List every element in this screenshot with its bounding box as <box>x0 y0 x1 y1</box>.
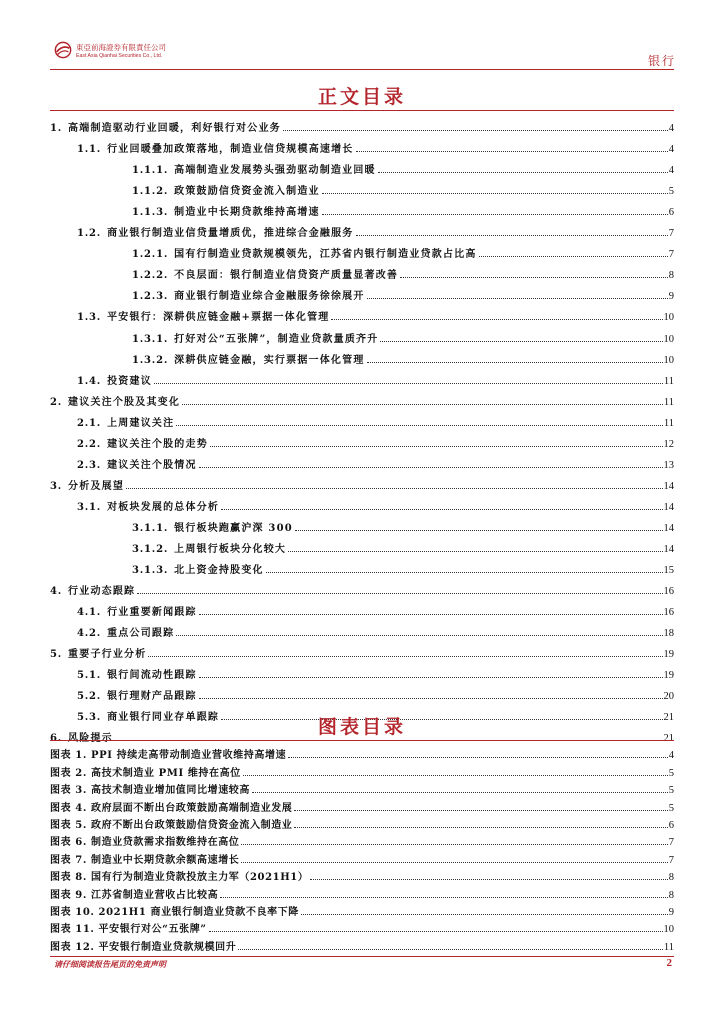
toc-entry-number: 1.1.3. <box>132 207 169 219</box>
toc-entry-page: 13 <box>663 459 674 471</box>
toc-entry-page: 4 <box>668 144 674 156</box>
toc-entry[interactable] <box>50 660 674 681</box>
toc-entry[interactable] <box>50 239 674 260</box>
toc-entry-page: 5 <box>668 186 674 198</box>
dot-leader <box>182 404 663 405</box>
figure-entry[interactable] <box>50 796 674 813</box>
dot-leader <box>479 256 668 257</box>
figure-entry-title: 图表 10. 2021H1 商业银行制造业贷款不良率下降 <box>50 906 299 918</box>
toc-entry-number: 4.1. <box>77 607 102 619</box>
toc-entry[interactable] <box>50 576 674 597</box>
toc-entry-number: 6. <box>50 733 63 745</box>
footer-divider <box>50 956 674 957</box>
toc-entry-number: 1.4. <box>77 375 102 387</box>
toc-entry-page: 21 <box>663 733 674 745</box>
figure-entry-page: 5 <box>668 767 674 779</box>
toc-title-divider <box>50 110 674 111</box>
figure-entry[interactable] <box>50 918 674 935</box>
figure-entry[interactable] <box>50 901 674 918</box>
toc-entry[interactable] <box>50 597 674 618</box>
toc-entry-title: 重要子行业分析 <box>68 649 147 661</box>
dot-leader <box>199 614 663 615</box>
figure-entry[interactable] <box>50 866 674 883</box>
toc-entry-page: 7 <box>668 228 674 240</box>
toc-entry-number: 4.2. <box>77 628 102 640</box>
toc-entry-number: 5.1. <box>77 670 102 682</box>
toc-entry-title: 行业动态跟踪 <box>68 586 136 598</box>
toc-entry[interactable] <box>50 555 674 576</box>
figure-entry-title: 图表 6. 制造业贷款需求指数维持在高位 <box>50 837 240 849</box>
toc-entry-page: 4 <box>668 165 674 177</box>
toc-entry[interactable] <box>50 155 674 176</box>
toc-entry-title: 政策鼓励信贷资金流入制造业 <box>174 186 320 198</box>
dot-leader <box>199 467 663 468</box>
dot-leader <box>241 844 667 845</box>
toc-title: 正文目录 <box>317 86 406 108</box>
toc-entry[interactable] <box>50 176 674 197</box>
toc-entry-number: 5.2. <box>77 691 102 703</box>
toc-entry-page: 14 <box>663 522 674 534</box>
toc-entry-page: 16 <box>663 607 674 619</box>
figure-entry-page: 8 <box>668 889 674 901</box>
toc-entry-title: 深耕供应链金融，实行票据一体化管理 <box>174 354 365 366</box>
toc-entry-page: 19 <box>663 670 674 682</box>
toc-entry-number: 3.1. <box>77 501 102 513</box>
toc-entry[interactable] <box>50 639 674 660</box>
dot-leader <box>241 862 667 863</box>
figure-entry-page: 4 <box>668 750 674 762</box>
dot-leader <box>199 677 663 678</box>
figure-entry[interactable] <box>50 883 674 900</box>
toc-entry-title: 风险提示 <box>68 733 113 745</box>
toc-entry[interactable] <box>50 450 674 471</box>
toc-entry-number: 4. <box>50 586 63 598</box>
dot-leader <box>322 193 668 194</box>
toc-entry-title: 高端制造业发展势头强劲驱动制造业回暖 <box>174 165 376 177</box>
figure-entry-page: 5 <box>668 802 674 814</box>
toc-entry-page: 21 <box>663 712 674 724</box>
dot-leader <box>288 551 662 552</box>
toc-entry-title: 分析及展望 <box>68 480 125 492</box>
dot-leader <box>243 775 668 776</box>
toc-entry-number: 2. <box>50 396 63 408</box>
toc-entry-page: 8 <box>668 270 674 282</box>
toc-entry-page: 9 <box>668 291 674 303</box>
company-name-cn: 東亞前海證券有限責任公司 <box>76 43 166 52</box>
dot-leader <box>322 214 668 215</box>
toc-entry-title: 银行板块跑赢沪深 300 <box>174 522 293 534</box>
figure-entry[interactable] <box>50 814 674 831</box>
toc-entry-page: 20 <box>663 691 674 703</box>
toc-entry-title: 商业银行制造业综合金融服务徐徐展开 <box>174 291 365 303</box>
figure-entry[interactable] <box>50 761 674 778</box>
toc-entry-number: 1.2.3. <box>132 291 169 303</box>
dot-leader <box>221 509 662 510</box>
dot-leader <box>400 277 668 278</box>
toc-entry-number: 2.2. <box>77 438 102 450</box>
toc-entry-number: 1.2.2. <box>132 270 169 282</box>
toc-entry[interactable] <box>50 492 674 513</box>
toc-entry[interactable] <box>50 618 674 639</box>
figure-entry-title: 图表 12. 平安银行制造业贷款规模回升 <box>50 941 237 953</box>
toc-entry-number: 3.1.1. <box>132 522 169 534</box>
toc-entry-title: 制造业中长期贷款维持高增速 <box>174 207 320 219</box>
toc-entry-title: 行业回暖叠加政策落地，制造业信贷规模高速增长 <box>107 144 354 156</box>
toc-entry[interactable] <box>50 387 674 408</box>
dot-leader <box>356 235 668 236</box>
toc-entry-page: 14 <box>663 501 674 513</box>
dot-leader <box>199 698 663 699</box>
toc-entry-page: 11 <box>663 375 674 387</box>
dot-leader <box>266 572 663 573</box>
figure-entry[interactable] <box>50 744 674 761</box>
dot-leader <box>283 130 668 131</box>
figure-entry-title: 图表 9. 江苏省制造业营收占比较高 <box>50 889 219 901</box>
figure-entry-page: 7 <box>668 837 674 849</box>
toc-entry-page: 11 <box>663 417 674 429</box>
figure-entry[interactable] <box>50 935 674 952</box>
industry-label: 银行 <box>647 54 676 68</box>
toc-entry-number: 3.1.3. <box>132 565 169 577</box>
figure-entry-title: 图表 3. 高技术制造业增加值同比增速较高 <box>50 785 251 797</box>
dot-leader <box>367 362 663 363</box>
toc-entry-title: 投资建议 <box>107 375 152 387</box>
dot-leader <box>294 810 667 811</box>
dot-leader <box>238 949 663 950</box>
toc-entry-page: 19 <box>663 649 674 661</box>
toc-entry-title: 平安银行：深耕供应链金融+票据一体化管理 <box>107 312 330 324</box>
figure-entry[interactable] <box>50 779 674 796</box>
toc-entry[interactable] <box>50 408 674 429</box>
toc-entry[interactable] <box>50 281 674 302</box>
toc-entry[interactable] <box>50 429 674 450</box>
toc-entry-title: 重点公司跟踪 <box>107 628 175 640</box>
toc-entry[interactable] <box>50 260 674 281</box>
figure-entry-title: 图表 5. 政府不断出台政策鼓励信贷资金流入制造业 <box>50 819 293 831</box>
company-logo-icon <box>54 41 72 59</box>
figure-entry-title: 图表 1. PPI 持续走高带动制造业营收维持高增速 <box>50 750 287 762</box>
toc-entry-title: 商业银行制造业信贷量增质优，推进综合金融服务 <box>107 228 354 240</box>
toc-entry[interactable] <box>50 323 674 344</box>
figure-entry[interactable] <box>50 831 674 848</box>
toc-entry-number: 1.3.2. <box>132 354 169 366</box>
toc-entry-number: 1.2.1. <box>132 249 169 261</box>
toc-entry[interactable] <box>50 113 674 134</box>
dot-leader <box>294 827 667 828</box>
page-header <box>0 0 724 76</box>
toc-entry[interactable] <box>50 134 674 155</box>
dot-leader <box>176 425 663 426</box>
toc-entry-page: 16 <box>663 586 674 598</box>
toc-entry-page: 18 <box>663 628 674 640</box>
toc-entry-page: 10 <box>663 354 674 366</box>
figure-entry-page: 7 <box>668 854 674 866</box>
toc-entry-number: 5. <box>50 649 63 661</box>
dot-leader <box>154 383 663 384</box>
toc-entry[interactable] <box>50 302 674 323</box>
dot-leader <box>310 879 667 880</box>
toc-entry[interactable] <box>50 681 674 702</box>
toc-entry-page: 15 <box>663 565 674 577</box>
dot-leader <box>176 635 662 636</box>
toc-entry-page: 14 <box>663 543 674 555</box>
dot-leader <box>220 897 668 898</box>
dot-leader <box>137 593 662 594</box>
figure-entry-page: 5 <box>668 785 674 797</box>
figure-entry-title: 图表 4. 政府层面不断出台政策鼓励高端制造业发展 <box>50 802 293 814</box>
toc-entry-title: 打好对公“五张牌”，制造业贷款量质齐升 <box>174 333 379 345</box>
toc-entry-title: 建议关注个股的走势 <box>107 438 208 450</box>
toc-entry-page: 12 <box>663 438 674 450</box>
dot-leader <box>148 656 662 657</box>
toc-entry-page: 11 <box>663 396 674 408</box>
toc-entry-title: 银行间流动性跟踪 <box>107 670 197 682</box>
toc-entry-number: 1.3.1. <box>132 333 169 345</box>
toc-entry-title: 上周银行板块分化较大 <box>174 543 287 555</box>
toc-entry-number: 1.1. <box>77 144 102 156</box>
toc-entry-page: 7 <box>668 249 674 261</box>
figure-entry-title: 图表 11. 平安银行对公“五张牌” <box>50 924 207 936</box>
figure-entry-title: 图表 7. 制造业中长期贷款余额高速增长 <box>50 854 240 866</box>
dot-leader <box>301 914 668 915</box>
toc-entry[interactable] <box>50 513 674 534</box>
toc-entry-page: 10 <box>663 333 674 345</box>
toc-entry-title: 不良层面：银行制造业信贷资产质量显著改善 <box>174 270 399 282</box>
toc-entry-title: 北上资金持股变化 <box>174 565 264 577</box>
toc-entry-number: 1. <box>50 123 63 135</box>
toc-entry-page: 6 <box>668 207 674 219</box>
header-divider <box>50 69 674 70</box>
toc-entry[interactable] <box>50 366 674 387</box>
figure-entry-page: 8 <box>668 872 674 884</box>
toc-entry-title: 银行理财产品跟踪 <box>107 691 197 703</box>
toc-entry-title: 行业重要新闻跟踪 <box>107 607 197 619</box>
toc-entry[interactable] <box>50 345 674 366</box>
toc-entry-number: 2.1. <box>77 417 102 429</box>
dot-leader <box>295 530 663 531</box>
dot-leader <box>367 298 668 299</box>
toc-entry[interactable] <box>50 197 674 218</box>
dot-leader <box>209 931 663 932</box>
toc-entry[interactable] <box>50 218 674 239</box>
figure-entry-page: 10 <box>663 924 674 936</box>
toc-entry-title: 商业银行同业存单跟踪 <box>107 712 220 724</box>
toc-entry-title: 对板块发展的总体分析 <box>107 501 220 513</box>
list-of-figures <box>50 744 674 953</box>
toc-entry[interactable] <box>50 534 674 555</box>
figure-entry-page: 11 <box>663 941 674 953</box>
figure-entry-title: 图表 8. 国有行为制造业贷款投放主力军（2021H1） <box>50 872 309 884</box>
toc-entry-number: 1.2. <box>77 228 102 240</box>
toc-entry-page: 14 <box>663 480 674 492</box>
dot-leader <box>210 446 663 447</box>
footer-disclaimer: 请仔细阅读报告尾页的免责声明 <box>54 960 166 969</box>
dot-leader <box>331 319 662 320</box>
dot-leader <box>378 172 668 173</box>
dot-leader <box>126 488 662 489</box>
company-name-en: East Asia Qianhai Securities Co., Ltd. <box>76 53 163 59</box>
dot-leader <box>380 341 662 342</box>
figure-entry-title: 图表 2. 高技术制造业 PMI 维持在高位 <box>50 767 241 779</box>
toc-entry-number: 3.1.2. <box>132 543 169 555</box>
toc-entry-title: 建议关注个股情况 <box>107 459 197 471</box>
figure-entry[interactable] <box>50 848 674 865</box>
toc-entry-number: 3. <box>50 480 63 492</box>
toc-entry-page: 4 <box>668 123 674 135</box>
toc-entry-title: 建议关注个股及其变化 <box>68 396 181 408</box>
figure-entry-page: 6 <box>668 819 674 831</box>
figures-title: 图表目录 <box>317 716 406 738</box>
toc-entry-page: 10 <box>663 312 674 324</box>
toc-entry-title: 国有行制造业贷款规模领先，江苏省内银行制造业贷款占比高 <box>174 249 477 261</box>
table-of-contents <box>50 113 674 744</box>
toc-entry-number: 1.3. <box>77 312 102 324</box>
dot-leader <box>288 757 668 758</box>
toc-entry-title: 上周建议关注 <box>107 417 175 429</box>
toc-entry-number: 5.3. <box>77 712 102 724</box>
toc-entry[interactable] <box>50 471 674 492</box>
page-number: 2 <box>666 957 672 969</box>
toc-entry-title: 高端制造驱动行业回暖，利好银行对公业务 <box>68 123 281 135</box>
figure-entry-page: 9 <box>668 906 674 918</box>
toc-entry-number: 1.1.1. <box>132 165 169 177</box>
toc-entry-number: 2.3. <box>77 459 102 471</box>
figures-title-divider <box>50 740 674 741</box>
toc-entry-number: 1.1.2. <box>132 186 169 198</box>
dot-leader <box>356 151 668 152</box>
dot-leader <box>252 792 668 793</box>
